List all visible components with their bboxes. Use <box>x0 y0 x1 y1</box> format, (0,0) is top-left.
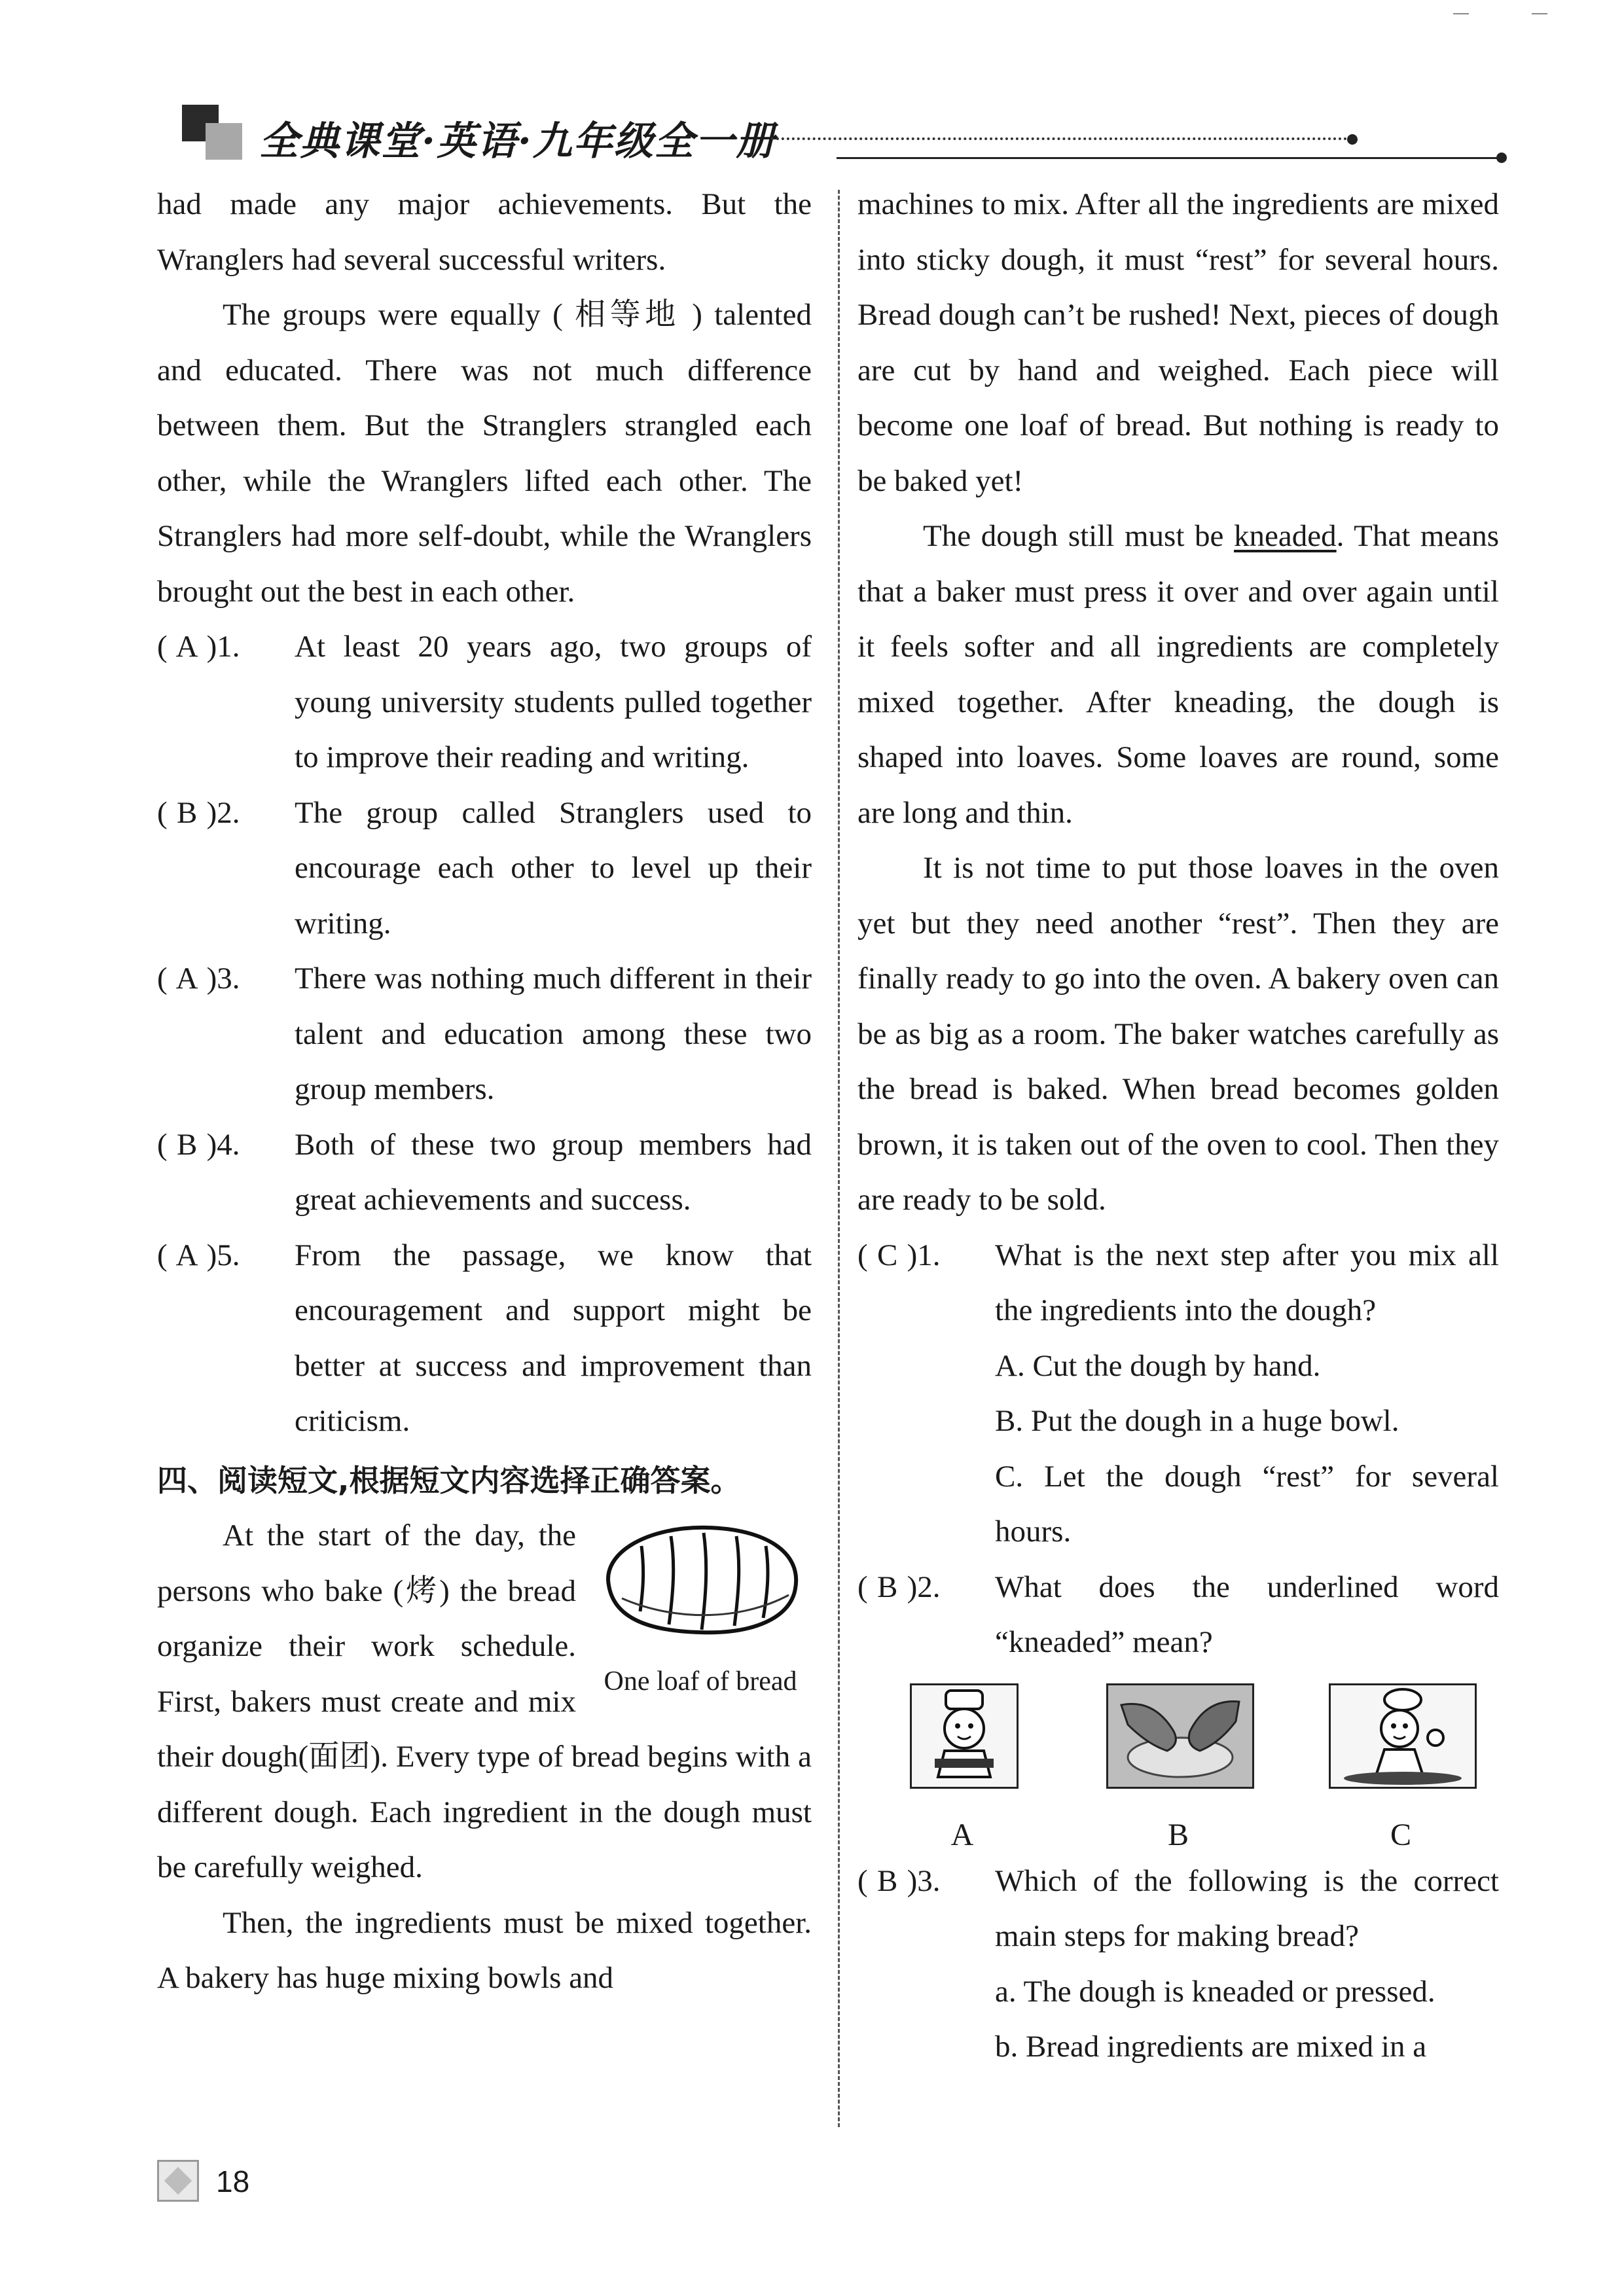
question-text: Both of these two group members had great achievements and success. <box>295 1127 812 1217</box>
crop-mark <box>1532 13 1547 14</box>
diamond-icon <box>164 2167 192 2195</box>
question-text: What does the underlined word “kneaded” mean? <box>995 1570 1499 1659</box>
question-text: From the passage, we know that encouragement and support might be better at success and improvement than criticism. <box>295 1238 812 1438</box>
header-dotted-rule <box>771 137 1347 140</box>
answer-letter: A <box>175 1238 198 1272</box>
question-text: There was nothing much different in their talent and education among these two group members. <box>295 961 812 1106</box>
question-list <box>157 619 812 1449</box>
answer-option: b. Bread ingredients are mixed in a <box>995 2030 1427 2064</box>
section-title: 四、阅读短文,根据短文内容选择正确答案。 <box>157 1462 741 1498</box>
answer-letter: A <box>175 630 198 664</box>
answer-option: C. Let the dough “rest” for several hours. <box>995 1459 1499 1549</box>
question-text: What is the next step after you mix all the ingredients into the dough? <box>995 1238 1499 1327</box>
picture-label: C <box>1390 1817 1411 1852</box>
answer-letter: C <box>876 1238 898 1272</box>
header-rule-dot <box>1496 152 1507 163</box>
passage-paragraph: At the start of the day, the persons who bake (烤) the bread organize their work schedule. First, bakers must create and mix their dough(面团). Every type of bread begins with a different dough. Each ingredient in the dough must be carefully weighed. <box>157 1518 812 1884</box>
question-item: ( B )2. What does the underlined word “kneaded” mean? <box>857 1560 1499 1670</box>
answer-letter: B <box>176 795 198 830</box>
answer-option: A. Cut the dough by hand. <box>995 1348 1321 1383</box>
picture-option-c <box>1329 1683 1477 1789</box>
header-solid-rule <box>837 157 1498 159</box>
picture-option-b <box>1106 1683 1254 1789</box>
page-header <box>182 105 1504 177</box>
passage-paragraph: had made any major achievements. But the Wranglers had several successful writers. <box>157 187 812 277</box>
answer-letter: A <box>175 961 198 996</box>
figure-caption: One loaf of bread <box>604 1666 797 1696</box>
underlined-word: kneaded <box>1234 519 1337 553</box>
header-rule-dot <box>1347 134 1358 145</box>
question-item: ( A )3. There was nothing much different in their talent and education among these two group members. <box>157 951 812 1117</box>
answer-letter: B <box>176 1127 198 1162</box>
page-number: 18 <box>216 2164 250 2198</box>
kneading-hands-icon <box>1108 1685 1252 1787</box>
footer-box <box>157 2160 199 2202</box>
column-divider <box>838 190 840 2127</box>
answer-option: a. The dough is kneaded or pressed. <box>995 1974 1435 2009</box>
answer-option: B. Put the dough in a huge bowl. <box>995 1404 1399 1438</box>
bread-figure <box>589 1513 812 1696</box>
answer-letter: B <box>876 1863 898 1898</box>
picture-label: B <box>1167 1817 1189 1852</box>
question-item: ( C )1. What is the next step after you mix all the ingredients into the dough? <box>857 1228 1499 1338</box>
passage-paragraph: Then, the ingredients must be mixed together. A bakery has huge mixing bowls and <box>157 1905 812 1995</box>
answer-letter: B <box>876 1570 898 1604</box>
question-text: Which of the following is the correct main steps for making bread? <box>995 1863 1499 1953</box>
question-item: ( B )4. Both of these two group members had great achievements and success. <box>157 1117 812 1228</box>
header-title: 全典课堂·英语·九年级全一册 <box>259 118 776 164</box>
passage-paragraph: The dough still must be kneaded. That means that a baker must press it over and over again until it feels softer and all ingredients are completely mixed together. After kneading, the dough is shaped into loaves. Some loaves are round, some are long and thin. <box>857 519 1499 830</box>
chef-boy-icon <box>912 1685 1017 1787</box>
header-logo-square <box>206 123 242 160</box>
question-item: ( A )1. At least 20 years ago, two groups of young university students pulled together to improve their reading and writing. <box>157 619 812 785</box>
question-text: At least 20 years ago, two groups of young university students pulled together to improve their reading and writing. <box>295 630 812 774</box>
picture-options <box>857 1683 1499 1854</box>
picture-option-a <box>910 1683 1019 1789</box>
picture-label: A <box>950 1817 974 1852</box>
question-text: The group called Stranglers used to encourage each other to level up their writing. <box>295 795 812 941</box>
bread-loaf-icon <box>596 1513 805 1644</box>
question-item: ( A )5. From the passage, we know that encouragement and support might be better at success and improvement than criticism. <box>157 1228 812 1449</box>
right-column <box>857 177 1499 2075</box>
passage-paragraph: It is not time to put those loaves in the oven yet but they need another “rest”. Then they are finally ready to go into the oven. A bakery oven can be as big as a room. The baker watches carefully as the bread is baked. When bread becomes golden brown, it is taken out of the oven to cool. Then they are ready to be sold. <box>857 851 1499 1217</box>
chef-girl-icon <box>1331 1685 1475 1787</box>
question-item: ( B )2. The group called Stranglers used to encourage each other to level up their writing. <box>157 785 812 952</box>
passage-paragraph: machines to mix. After all the ingredients are mixed into sticky dough, it must “rest” for several hours. Bread dough can’t be rushed! Next, pieces of dough are cut by hand and weighed. Each piece will become one loaf of bread. But nothing is ready to be baked yet! <box>857 187 1499 498</box>
passage-paragraph: The groups were equally ( 相等地 ) talented and educated. There was not much difference between them. But the Stranglers strangled each other, while the Wranglers lifted each other. The Stranglers had more self-doubt, while the Wranglers brought out the best in each other. <box>157 298 812 609</box>
question-item: ( B )3. Which of the following is the correct main steps for making bread? <box>857 1854 1499 1964</box>
left-column <box>157 177 812 2006</box>
crop-mark <box>1453 13 1469 14</box>
